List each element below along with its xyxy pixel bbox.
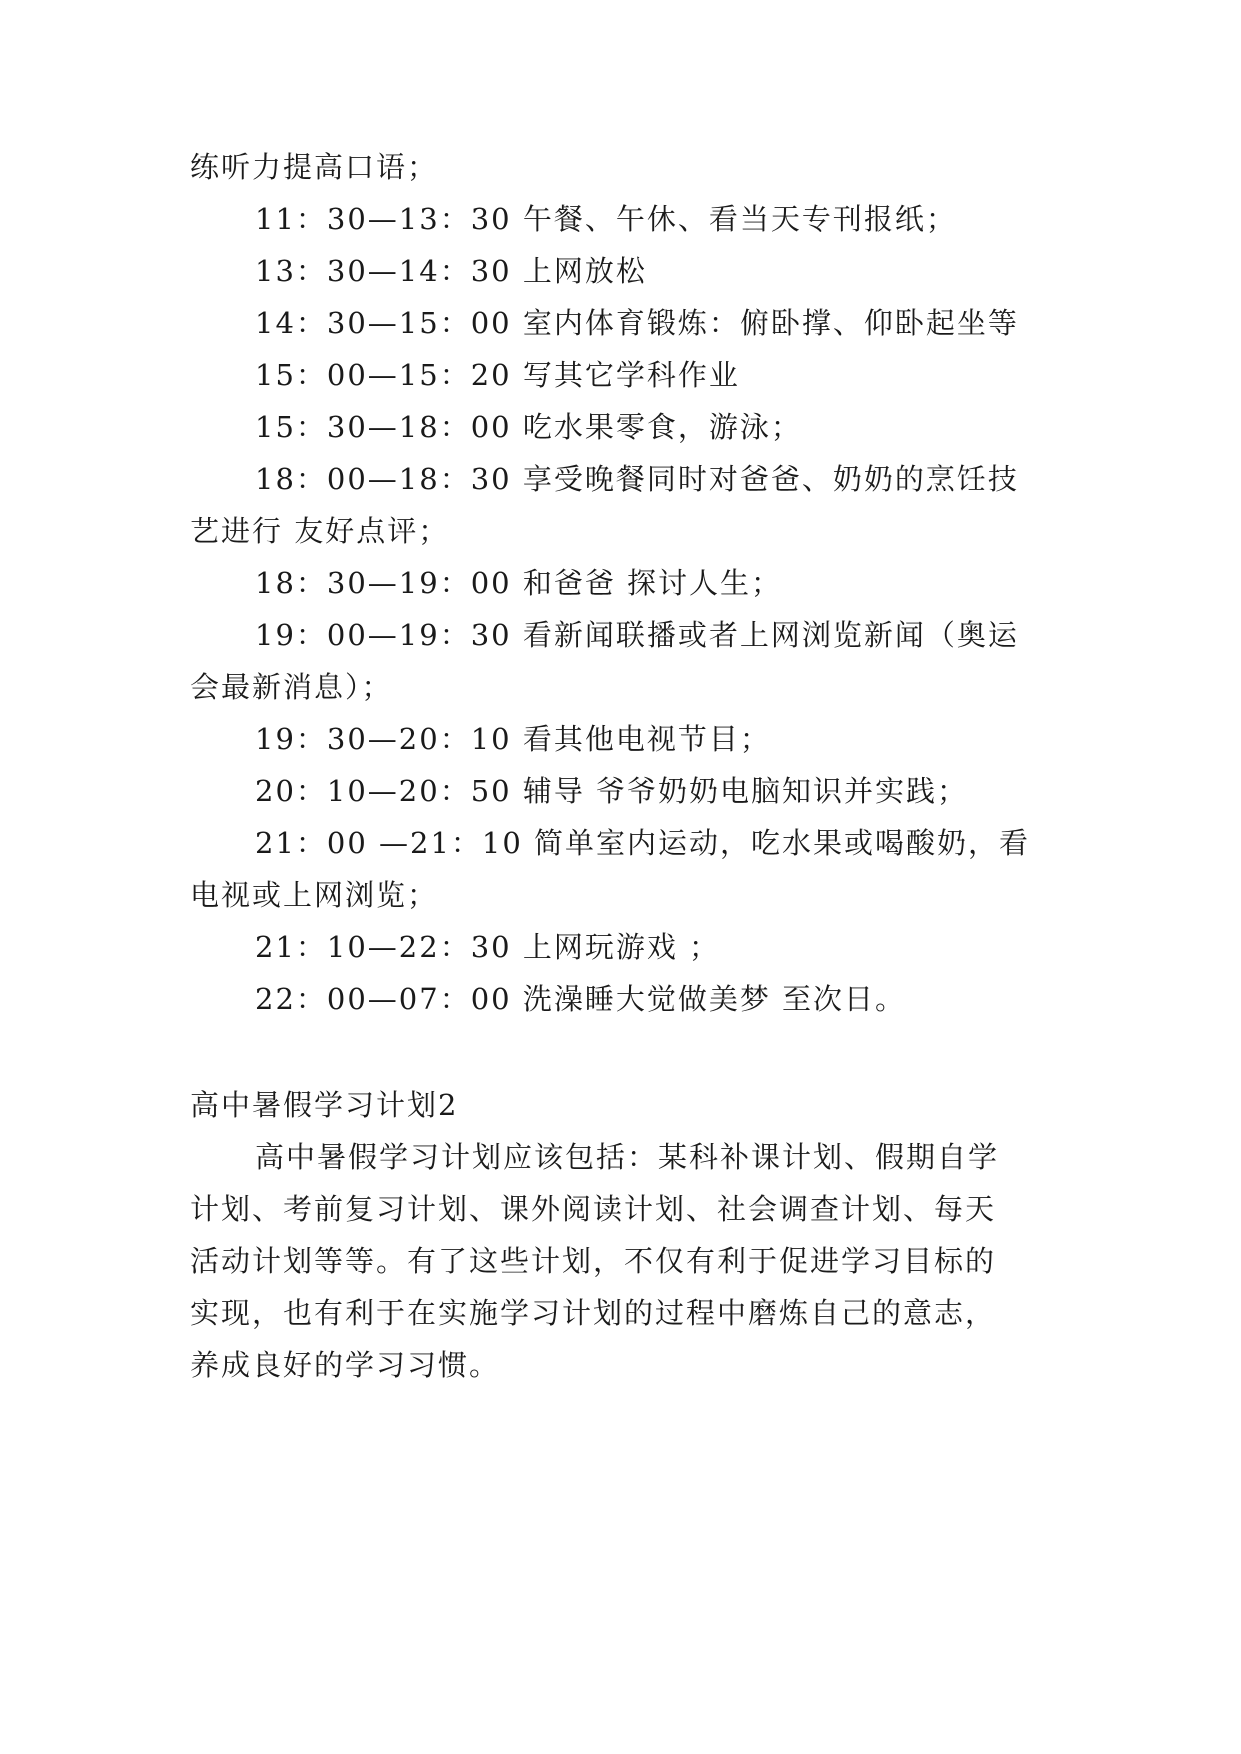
text-line: 会最新消息）； — [190, 670, 393, 704]
schedule-line: 19：00—19：30 看新闻联播或者上网浏览新闻（奥运 — [255, 618, 1019, 652]
section-title: 高中暑假学习计划2 — [190, 1088, 459, 1122]
schedule-line: 13：30—14：30 上网放松 — [255, 254, 647, 288]
text-line: 电视或上网浏览； — [190, 878, 439, 912]
paragraph-line: 计划、考前复习计划、课外阅读计划、社会调查计划、每天 — [190, 1192, 997, 1226]
schedule-line: 18：00—18：30 享受晚餐同时对爸爸、奶奶的烹饪技 — [255, 462, 1019, 496]
paragraph-line: 高中暑假学习计划应该包括：某科补课计划、假期自学 — [255, 1140, 1000, 1174]
paragraph-line: 养成良好的学习习惯。 — [190, 1348, 501, 1382]
schedule-line: 21：10—22：30 上网玩游戏 ； — [255, 930, 721, 964]
paragraph-line: 活动计划等等。有了这些计划，不仅有利于促进学习目标的 — [190, 1244, 997, 1278]
schedule-line: 15：30—18：00 吃水果零食，游泳； — [255, 410, 802, 444]
text-line: 艺进行 友好点评； — [190, 514, 450, 548]
paragraph-line: 实现，也有利于在实施学习计划的过程中磨炼自己的意志， — [190, 1296, 997, 1330]
schedule-line: 20：10—20：50 辅导 爷爷奶奶电脑知识并实践； — [255, 774, 969, 808]
schedule-line: 21：00 —21：10 简单室内运动，吃水果或喝酸奶，看 — [255, 826, 1031, 860]
schedule-line: 11：30—13：30 午餐、午休、看当天专刊报纸； — [255, 202, 957, 236]
schedule-line: 15：00—15：20 写其它学科作业 — [255, 358, 740, 392]
schedule-line: 19：30—20：10 看其他电视节目； — [255, 722, 771, 756]
schedule-line: 18：30—19：00 和爸爸 探讨人生； — [255, 566, 783, 600]
schedule-line: 22：00—07：00 洗澡睡大觉做美梦 至次日。 — [255, 982, 907, 1016]
text-line: 练听力提高口语； — [190, 150, 439, 184]
schedule-line: 14：30—15：00 室内体育锻炼：俯卧撑、仰卧起坐等 — [255, 306, 1019, 340]
